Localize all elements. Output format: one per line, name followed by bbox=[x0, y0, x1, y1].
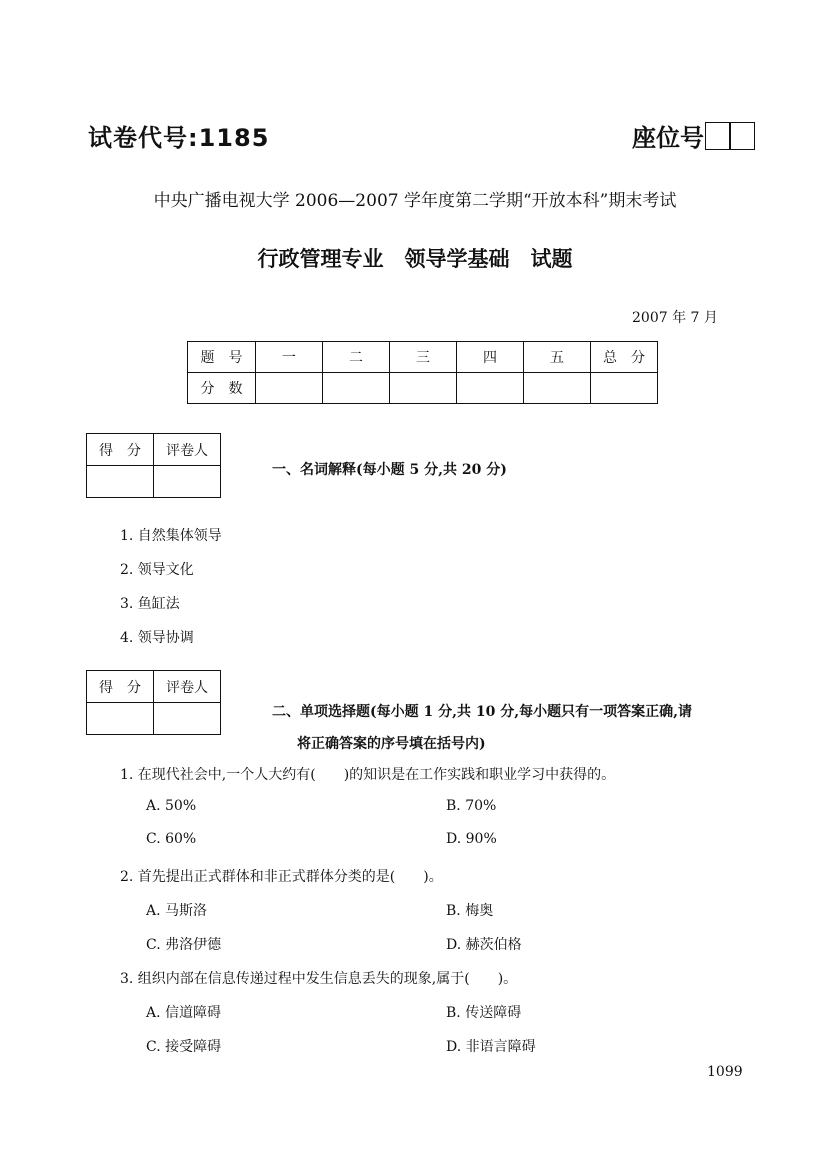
exam-title: 中央广播电视大学 2006—2007 学年度第二学期“开放本科”期末考试 bbox=[153, 191, 677, 211]
question-stem: 2. 首先提出正式群体和非正式群体分类的是( )。 bbox=[120, 869, 443, 885]
score-cell[interactable] bbox=[457, 373, 524, 404]
section1-item: 1. 自然集体领导 bbox=[120, 528, 222, 544]
question-option: C. 接受障碍 bbox=[146, 1039, 222, 1055]
question-option: B. 70% bbox=[446, 798, 497, 814]
question-option: C. 60% bbox=[146, 831, 197, 847]
score-cell[interactable] bbox=[524, 373, 591, 404]
seat-number bbox=[632, 118, 755, 153]
section2-title-line1: 二、单项选择题(每小题 1 分,共 10 分,每小题只有一项答案正确,请 bbox=[272, 704, 692, 720]
grader-box-section1 bbox=[86, 433, 221, 498]
grader-score-cell[interactable] bbox=[87, 703, 154, 735]
exam-date: 2007 年 7 月 bbox=[632, 310, 718, 326]
seat-box[interactable] bbox=[705, 122, 731, 150]
section2-title bbox=[272, 696, 772, 760]
section1-title: 一、名词解释(每小题 5 分,共 20 分) bbox=[272, 462, 507, 478]
paper-code: 试卷代号:1185 bbox=[88, 124, 270, 152]
seat-box[interactable] bbox=[729, 122, 755, 150]
score-cell[interactable] bbox=[591, 373, 658, 404]
question-stem: 1. 在现代社会中,一个人大约有( )的知识是在工作实践和职业学习中获得的。 bbox=[120, 767, 616, 783]
score-table-header-row bbox=[188, 342, 658, 373]
question-option: A. 信道障碍 bbox=[146, 1005, 222, 1021]
score-table-header-cell: 题 号 bbox=[188, 342, 256, 373]
section2-title-line2: 将正确答案的序号填在括号内) bbox=[297, 736, 486, 752]
score-table bbox=[187, 341, 658, 404]
question-stem: 3. 组织内部在信息传递过程中发生信息丢失的现象,属于( )。 bbox=[120, 971, 518, 987]
score-table-header-cell: 二 bbox=[323, 342, 390, 373]
question-option: B. 梅奥 bbox=[446, 903, 494, 919]
question-option: D. 90% bbox=[446, 831, 497, 847]
score-table-header-cell: 总 分 bbox=[591, 342, 658, 373]
score-table-header-cell: 四 bbox=[457, 342, 524, 373]
score-table-score-row bbox=[188, 373, 658, 404]
grader-box-section2 bbox=[86, 670, 221, 735]
score-cell[interactable] bbox=[390, 373, 457, 404]
seat-number-label: 座位号 bbox=[632, 124, 704, 152]
score-table-header-cell: 三 bbox=[390, 342, 457, 373]
question-option: A. 50% bbox=[146, 798, 197, 814]
grader-name-cell[interactable] bbox=[154, 703, 221, 735]
score-cell[interactable] bbox=[323, 373, 390, 404]
question-option: D. 赫茨伯格 bbox=[446, 937, 522, 953]
question-option: D. 非语言障碍 bbox=[446, 1039, 536, 1055]
page-number: 1099 bbox=[707, 1064, 743, 1080]
seat-number-boxes[interactable] bbox=[706, 122, 755, 150]
question-option: B. 传送障碍 bbox=[446, 1005, 522, 1021]
grader-name-label: 评卷人 bbox=[154, 434, 221, 466]
grader-score-label: 得 分 bbox=[87, 434, 154, 466]
score-table-row-label: 分 数 bbox=[188, 373, 256, 404]
subject-title: 行政管理专业 领导学基础 试题 bbox=[257, 246, 573, 271]
score-cell[interactable] bbox=[256, 373, 323, 404]
score-table-header-cell: 一 bbox=[256, 342, 323, 373]
grader-name-label: 评卷人 bbox=[154, 671, 221, 703]
section1-item: 3. 鱼缸法 bbox=[120, 596, 180, 612]
section1-item: 2. 领导文化 bbox=[120, 562, 194, 578]
grader-score-label: 得 分 bbox=[87, 671, 154, 703]
question-option: C. 弗洛伊德 bbox=[146, 937, 222, 953]
grader-name-cell[interactable] bbox=[154, 466, 221, 498]
grader-score-cell[interactable] bbox=[87, 466, 154, 498]
section1-item: 4. 领导协调 bbox=[120, 630, 194, 646]
score-table-header-cell: 五 bbox=[524, 342, 591, 373]
question-option: A. 马斯洛 bbox=[146, 903, 208, 919]
